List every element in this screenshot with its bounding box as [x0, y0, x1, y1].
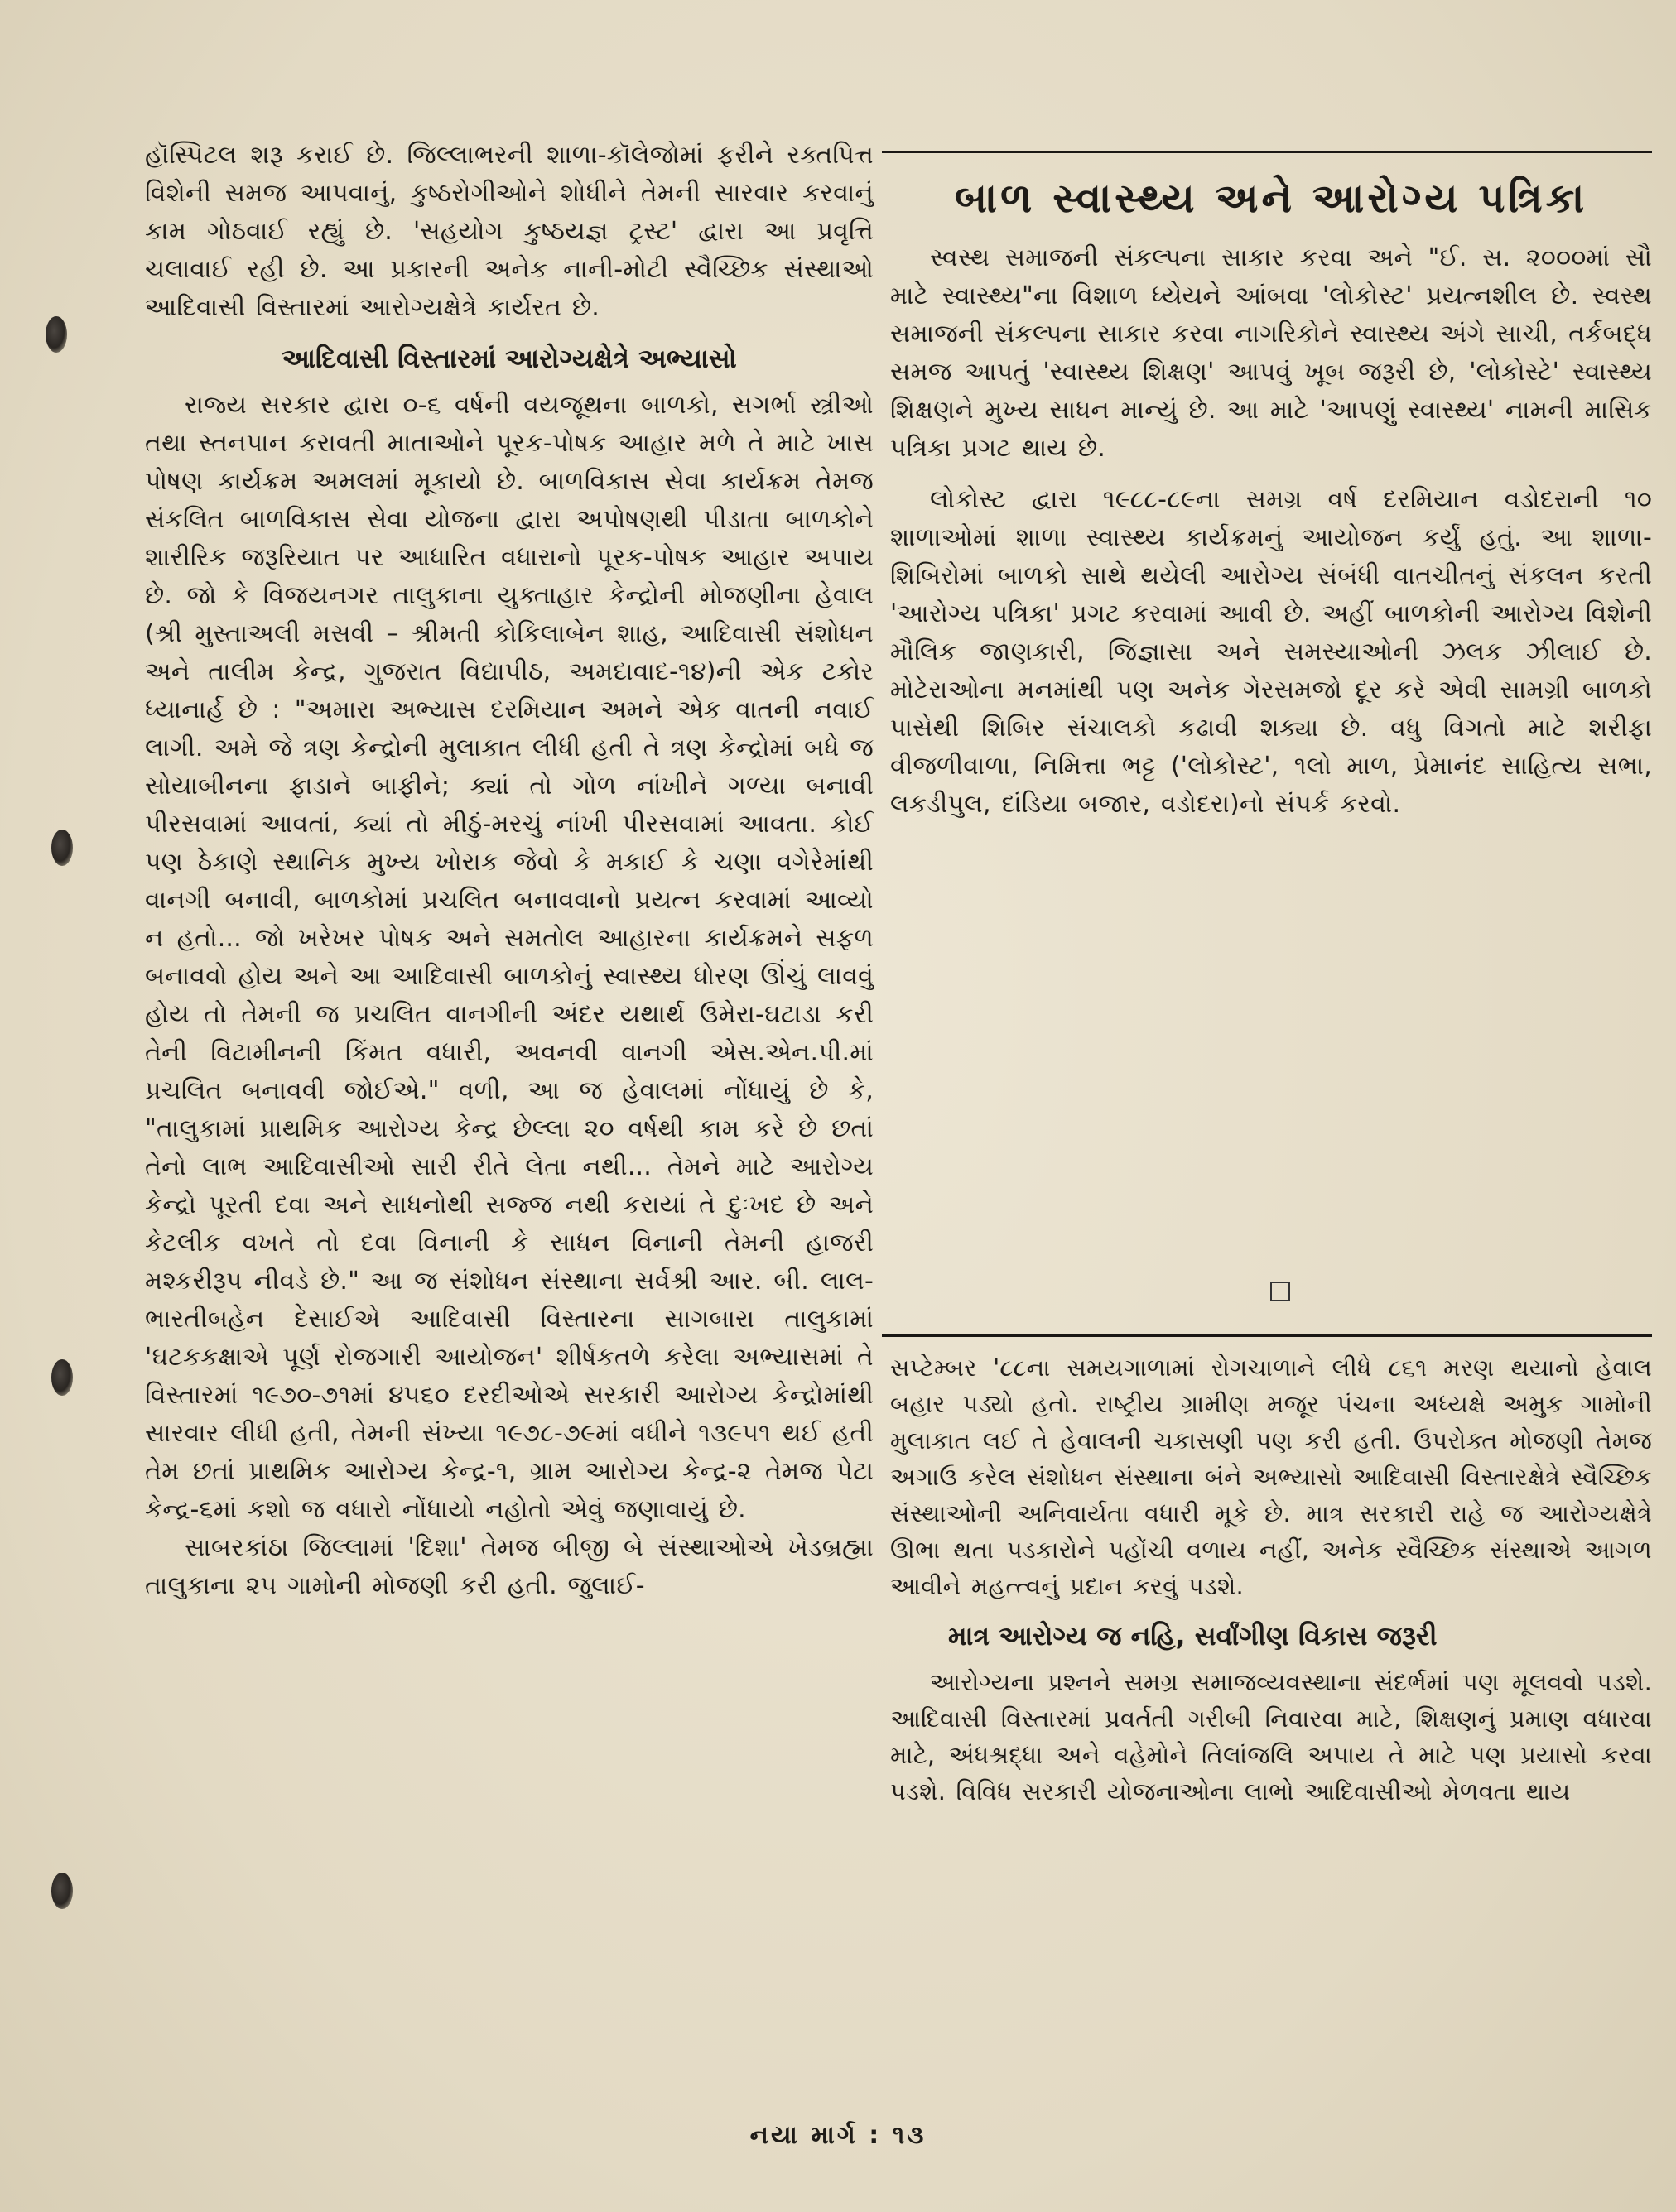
right-para-overall: આરોગ્યના પ્રશ્નને સમગ્ર સમાજવ્યવસ્થાના સંદર્ભમાં પણ મૂલવવો પડશે. આદિવાસી વિસ્તારમાં પ્રવર્તતી ગરીબી નિવારવા માટે, શિક્ષણનું પ્રમાણ વધારવા માટે, અંધશ્રદ્ધા અને વહેમોને તિલાંજલિ અપાય તે માટે પણ પ્રયાસો કરવા પડશે. વિવિધ સરકારી યોજનાઓના લાભો આદિવાસીઓ મેળવતા થાય	[890, 1668, 1652, 1806]
binding-hole-lower-middle	[51, 1359, 73, 1396]
section-heading-development: માત્ર આરોગ્ય જ નહિ, સર્વાંગીણ વિકાસ જરૂરી	[948, 1620, 1438, 1652]
top-rule	[882, 151, 1652, 153]
section-heading-studies: આદિવાસી વિસ્તારમાં આરોગ્યક્ષેત્રે અભ્યાસો	[282, 343, 737, 374]
end-of-article-mark	[1270, 1282, 1290, 1301]
right-para-lowcost: સ્વસ્થ સમાજની સંકલ્પના સાકાર કરવા અને "ઈ. સ. ૨૦૦૦માં સૌ માટે સ્વાસ્થ્ય"ના વિશાળ ધ્યેયને આંબવા 'લોકોસ્ટ' પ્રયત્નશીલ છે. સ્વસ્થ સમાજની સંકલ્પના સાકાર કરવા નાગરિકોને સ્વાસ્થ્ય અંગે સાચી, તર્કબદ્ધ સમજ આપતું 'સ્વાસ્થ્ય શિક્ષણ' આપવું ખૂબ જરૂરી છે, 'લોકોસ્ટે' સ્વાસ્થ્ય શિક્ષણને મુખ્ય સાધન માન્યું છે. આ માટે 'આપણું સ્વાસ્થ્ય' નામની માસિક પત્રિકા પ્રગટ થાય છે.	[890, 243, 1652, 463]
binding-hole-upper-middle	[51, 830, 73, 866]
left-para-sabarkantha: સાબરકાંઠા જિલ્લામાં 'દિશા' તેમજ બીજી બે સંસ્થાઓએ ખેડબ્રહ્મા તાલુકાના ૨૫ ગામોની મોજણી કરી હતી. જુલાઈ-	[145, 1533, 874, 1600]
binding-hole-top	[46, 316, 67, 353]
article-title: બાળ સ્વાસ્થ્ય અને આરોગ્ય પત્રિકા	[954, 175, 1588, 222]
left-para-hospital: હૉસ્પિટલ શરૂ કરાઈ છે. જિલ્લાભરની શાળા-કૉલેજોમાં ફરીને રક્તપિત્ત વિશેની સમજ આપવાનું, કુષ્ઠરોગીઓને શોધીને તેમની સારવાર કરવાનું કામ ગોઠવાઈ રહ્યું છે. 'સહયોગ કુષ્ઠયજ્ઞ ટ્રસ્ટ' દ્વારા આ પ્રવૃત્તિ ચલાવાઈ રહી છે. આ પ્રકારની અનેક નાની-મોટી સ્વૈચ્છિક સંસ્થાઓ આદિવાસી વિસ્તારમાં આરોગ્યક્ષેત્રે કાર્યરત છે.	[145, 141, 874, 322]
page-footer: નયા માર્ગ : ૧૩	[749, 2121, 927, 2150]
right-column-lower	[890, 1349, 1652, 1810]
binding-hole-bottom	[51, 1873, 73, 1909]
right-column-box	[890, 170, 1652, 824]
left-column	[145, 137, 874, 1605]
middle-rule	[882, 1334, 1652, 1337]
right-para-deaths: સપ્ટેમ્બર '૮૮ના સમયગાળામાં રોગચાળાને લીધે ૮૬૧ મરણ થયાનો હેવાલ બહાર પડ્યો હતો. રાષ્ટ્રીય ગ્રામીણ મજૂર પંચના અધ્યક્ષે અમુક ગામોની મુલાકાત લઈ તે હેવાલની ચકાસણી પણ કરી હતી. ઉપરોક્ત મોજણી તેમજ અગાઉ કરેલ સંશોધન સંસ્થાના બંને અભ્યાસો આદિવાસી વિસ્તારક્ષેત્રે સ્વૈચ્છિક સંસ્થાઓની અનિવાર્યતા વધારી મૂકે છે. માત્ર સરકારી રાહે જ આરોગ્યક્ષેત્રે ઊભા થતા પડકારોને પહોંચી વળાય નહીં, અનેક સ્વૈચ્છિક સંસ્થાએ આગળ આવીને મહત્ત્વનું પ્રદાન કરવું પડશે.	[890, 1354, 1652, 1600]
left-para-nutrition: રાજ્ય સરકાર દ્વારા ૦-૬ વર્ષની વયજૂથના બાળકો, સગર્ભા સ્ત્રીઓ તથા સ્તનપાન કરાવતી માતાઓને પૂરક-પોષક આહાર મળે તે માટે ખાસ પોષણ કાર્યક્રમ અમલમાં મૂકાયો છે. બાળવિકાસ સેવા કાર્યક્રમ તેમજ સંકલિત બાળવિકાસ સેવા યોજના દ્વારા અપોષણથી પીડાતા બાળકોને શારીરિક જરૂરિયાત પર આધારિત વધારાનો પૂરક-પોષક આહાર અપાય છે. જો કે વિજયનગર તાલુકાના યુક્તાહાર કેન્દ્રોની મોજણીના હેવાલ (શ્રી મુસ્તાઅલી મસવી – શ્રીમતી કોકિલાબેન શાહ, આદિવાસી સંશોધન અને તાલીમ કેન્દ્ર, ગુજરાત વિદ્યાપીઠ, અમદાવાદ-૧૪)ની એક ટકોર ધ્યાનાર્હ છે : "અમારા અભ્યાસ દરમિયાન અમને એક વાતની નવાઈ લાગી. અમે જે ત્રણ કેન્દ્રોની મુલાકાત લીધી હતી તે ત્રણ કેન્દ્રોમાં બધે જ સોયાબીનના ફાડાને બાફીને; ક્યાં તો ગોળ નાંખીને ગળ્યા બનાવી પીરસવામાં આવતાં, ક્યાં તો મીઠું-મરચું નાંખી પીરસવામાં આવતા. કોઈ પણ ઠેકાણે સ્થાનિક મુખ્ય ખોરાક જેવો કે મકાઈ કે ચણા વગેરેમાંથી વાનગી બનાવી, બાળકોમાં પ્રચલિત બનાવવાનો પ્રયત્ન કરવામાં આવ્યો ન હતો... જો ખરેખર પોષક અને સમતોલ આહારના કાર્યક્રમને સફળ બનાવવો હોય અને આ આદિવાસી બાળકોનું સ્વાસ્થ્ય ધોરણ ઊંચું લાવવું હોય તો તેમની જ પ્રચલિત વાનગીની અંદર યથાર્થ ઉમેરા-ઘટાડા કરી તેની વિટામીનની કિંમત વધારી, અવનવી વાનગી એસ.એન.પી.માં પ્રચલિત બનાવવી જોઈએ." વળી, આ જ હેવાલમાં નોંધાયું છે કે, "તાલુકામાં પ્રાથમિક આરોગ્ય કેન્દ્ર છેલ્લા ૨૦ વર્ષથી કામ કરે છે છતાં તેનો લાભ આદિવાસીઓ સારી રીતે લેતા નથી... તેમને માટે આરોગ્ય કેન્દ્રો પૂરતી દવા અને સાધનોથી સજ્જ નથી કરાયાં તે દુઃખદ છે અને કેટલીક વખતે તો દવા વિનાની કે સાધન વિનાની તેમની હાજરી મશ્કરીરૂપ નીવડે છે." આ જ સંશોધન સંસ્થાના સર્વશ્રી આર. બી. લાલ-ભારતીબહેન દેસાઈએ આદિવાસી વિસ્તારના સાગબારા તાલુકામાં 'ઘટકકક્ષાએ પૂર્ણ રોજગારી આયોજન' શીર્ષકતળે કરેલા અભ્યાસમાં તે વિસ્તારમાં ૧૯૭૦-૭૧માં ૪૫૬૦ દરદીઓએ સરકારી આરોગ્ય કેન્દ્રોમાંથી સારવાર લીધી હતી, તેમની સંખ્યા ૧૯૭૮-૭૯માં વધીને ૧૩૯૫૧ થઈ હતી તેમ છતાં પ્રાથમિક આરોગ્ય કેન્દ્ર-૧, ગ્રામ આરોગ્ય કેન્દ્ર-૨ તેમજ પેટા કેન્દ્ર-૬માં કશો જ વધારો નોંધાયો નહોતો એવું જણાવાયું છે.	[145, 391, 874, 1524]
right-para-school-health: લોકોસ્ટ દ્વારા ૧૯૮૮-૮૯ના સમગ્ર વર્ષ દરમિયાન વડોદરાની ૧૦ શાળાઓમાં શાળા સ્વાસ્થ્ય કાર્યક્રમનું આયોજન કર્યું હતું. આ શાળા-શિબિરોમાં બાળકો સાથે થયેલી આરોગ્ય સંબંધી વાતચીતનું સંકલન કરતી 'આરોગ્ય પત્રિકા' પ્રગટ કરવામાં આવી છે. અહીં બાળકોની આરોગ્ય વિશેની મૌલિક જાણકારી, જિજ્ઞાસા અને સમસ્યાઓની ઝલક ઝીલાઈ છે. મોટેરાઓના મનમાંથી પણ અનેક ગેરસમજો દૂર કરે એવી સામગ્રી બાળકો પાસેથી શિબિર સંચાલકો કઢાવી શક્યા છે. વધુ વિગતો માટે શરીફા વીજળીવાળા, નિમિત્તા ભટ્ટ ('લોકોસ્ટ', ૧લો માળ, પ્રેમાનંદ સાહિત્ય સભા, લકડીપુલ, દાંડિયા બજાર, વડોદરા)નો સંપર્ક કરવો.	[890, 485, 1652, 819]
